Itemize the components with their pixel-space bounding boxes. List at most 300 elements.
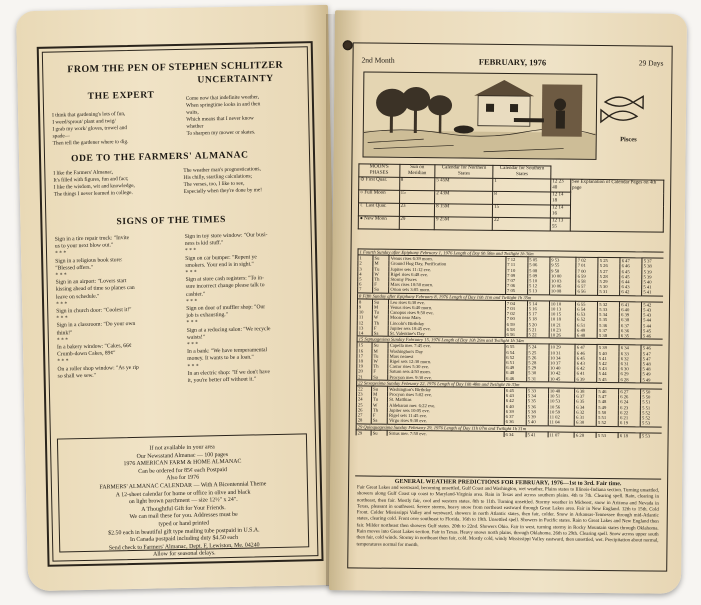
day-cell: 3 [358,266,373,271]
woodcut-drawing [364,72,597,158]
day-cell: 5 [358,276,373,281]
day-cell: 6 59 [576,274,598,279]
day-cell: 5 36 [526,404,548,409]
signs-left-column: Sign in a tire repair truck: "Invite us to your next blow out." * * * Sign in a religious book store: "Blessed offers." * * * Sign in an airport: "Lovers start kissing ahead of time so planes can leave on schedule." * * * Sign in church door: "Coolest it!" * * * Sign in a classroom: "Do your own think!" * * * In a bakery window: "Cakes, 66¢ Crumb-down Cakes, 89¢" * * * On a roller shop window: "As ye rip so shall we sew." [54,235,139,380]
day-cell: F [372,369,388,374]
day-cell: 27 [356,413,371,418]
weather-predictions-text: Fair Great Lakes and westward, becoming unsettled, Gulf Coast and Washington, wet weather, Plains states to Illinois-Indiana section. Turning unsettled, showers along Gulf Coast up coast to Maryland-Virginia area. Rain in Texas and across southern plains. 4th to 7th. Clearing spell. Rain, clearing in northeast, then fair. Mostly fair, cool and western states. 8th to 11th. Turning unsettled. Stormy weather in Midwest, snow in Arizona and Nevada in Texas, pleasant in southwest. Severe storms, heavy snow from northeast eastward through Great Lakes area. Fair in New England. 12th to 15th. Cold Front. Colder Mississippi Valley and westward, showers in north Atlantic states, then fair, colder. Snow in Arkansas-Tennessee through mid-Atlantic states, clearing cold. Front over southeast to Florida. 16th to 19th. Unsettled spell. Showers in Pacific states. Rain to Great Lakes and New England then fair. Milder northeast then showers Gulf states. 20th to 22nd. Showers Ohio. Fair in west, turning stormy in Rocky Mountain states through Oklahoma. Rain moves into Great Lakes section. Fair in Texas. Heavy snows north plains, through Oklahoma. 26th to 29th. Clearing spell. Snow across upper south then fair, cold winds. Stormy in northeast then fair, cold. Mostly cold, windy Mississippi Valley eastward, then unsettled, wet. Precipitation about normal, temperatures normal for month. [356,485,660,548]
day-cell: 1 [358,255,373,261]
day-cell: 10 31 [549,350,576,355]
day-cell: 9 55 [550,263,577,268]
moon-phase-cell: 23 [399,203,435,216]
day-cell: 7 02 [505,311,527,316]
day-cell: Ground Hog Day, Purification [389,261,506,267]
day-cell: 10 06 [549,284,576,289]
moon-phase-cell: 12 13 55 [550,218,570,231]
uncertainty-poem: Come now that indefinite weather, When springtime looks in and then waits, Which means that I never know whether To sharpen my mower or skates. [185,94,261,137]
day-cell: 10 08 [549,289,576,295]
day-cell: 11 02 [548,415,575,420]
day-cell: Su [372,386,388,392]
moon-phase-cell: 8 [493,191,551,205]
day-cell: 5 48 [641,367,662,372]
day-cell: 7 07 [506,278,528,283]
right-page [329,10,687,594]
day-cell: 5 52 [597,420,619,426]
moon-phase-cell: 8 15M [434,204,492,218]
day-cell: 5 52 [641,410,662,415]
day-cell: 5 38 [526,409,548,414]
sunday-header-text: 29 Quinquagesima Sunday February 29, 1976 Length of Day 11h 07m and Twilight 1h 31m [356,423,662,432]
day-cell: 5 29 [598,279,620,284]
day-cell: 5 41 [642,285,663,290]
day-cell: 6 41 [575,371,597,376]
day-cell: 6 35 [619,333,641,339]
day-cell: Mars nearest [388,354,505,360]
day-cell: 6 32 [575,410,597,415]
day-cell: 5 49 [597,405,619,410]
day-cell: 10 48 [548,388,575,394]
day-cell: St. Matthias [388,397,505,403]
day-cell: 10 23 [549,327,576,332]
day-cell: 6 57 [576,284,598,289]
day-cell: Lincoln's Birthday [388,320,505,326]
day-cell: 6 52 [505,355,527,360]
day-cell: 5 50 [641,395,662,400]
day-cell: 6 26 [619,394,641,399]
day-cell: 6 43 [575,361,597,366]
day-cell: 5 33 [598,307,620,312]
day-cell: 5 46 [597,389,619,395]
day-cell: Th [372,320,388,325]
day-cell: 10 40 [549,366,576,371]
day-cell: 10 56 [548,404,575,409]
day-cell: 5 42 [642,302,663,308]
day-cell: 6 38 [620,318,642,323]
day-cell: 5 20 [527,322,549,327]
the-expert-heading: THE EXPERT [87,90,155,102]
day-cell: 5 34 [598,312,620,317]
farm-woodcut-illustration [363,71,598,159]
day-cell: 5 14 [527,301,549,307]
day-cell: 6 19 [619,420,641,426]
day-cell: Sa [372,331,388,337]
day-cell: 20 [357,369,372,374]
day-cell: 5 35 [526,399,548,404]
right-page-frame [347,42,672,571]
day-cell: W [371,402,387,407]
day-cell: 5 48 [641,361,662,366]
day-cell: 6 34 [504,431,526,437]
day-cell: 6 48 [505,370,527,375]
left-page-frame [37,41,324,567]
day-cell: W [373,271,389,276]
day-cell: 5 43 [597,366,619,371]
day-cell: 6 52 [576,317,598,322]
moon-header-north: Calendar for Northern States [435,165,493,179]
day-cell: 25 [356,402,371,407]
day-cell: 5 51 [597,415,619,420]
day-cell: 28 [356,418,371,424]
day-cell: W [372,315,388,320]
day-cell: 6 31 [575,415,597,420]
day-cell: 11 [357,315,372,320]
order-ad-text: If not available in your area Our Newsstand Almanac — 100 pages 1976 AMERICAN FARM & HOME ALMANAC Can be ordered for 85¢ each Postpaid Also for 1976 FARMERS' ALMANAC CALENDAR — With A Bicentennial Theme A 12-sheet calendar for home or office in olive and black on light brown parchment — size 12½" x 24". A Thoughtful Gift for Your Friends. We can mail these for you. Addresses must be typed or hand printed $2.50 each in beautiful gift type mailing tube postpaid in U.S.A. In Canada postpaid including duty $4.50 each Send check to Farmers' Almanac, Dept. F, Lewiston, Me. 04240 Allow for seasonal delays. [99,444,267,558]
day-cell: 6 34 [575,404,597,409]
day-cell: 9 [357,304,372,309]
day-cell: 6 43 [620,284,642,289]
day-cell: 5 17 [527,311,549,316]
day-cell: 6 37 [575,394,597,399]
day-cell: 6 39 [504,409,526,414]
day-cell: 6 31 [619,361,641,366]
day-cell: 22 [357,386,372,392]
binding-hole [343,40,353,50]
sunday-header-text: 15 Septuagesima Sunday February 15, 1976 Length of Day 10h 29m and Twilight 1h 34m [357,336,663,345]
day-cell: 10 34 [549,355,576,360]
day-cell: 15 [357,342,372,348]
sunday-header-text: 22 Sexagesima Sunday February 22, 1976 Length of Day 10h 48m and Twilight 1h 33m [357,380,663,389]
day-cell: Venus rises 6:39 morn. [389,255,506,262]
day-cell: 5 21 [527,327,549,332]
day-cell: 6 42 [575,366,597,371]
pisces-fish-icon [599,90,649,125]
day-cell: 26 [356,407,371,412]
day-cell: Su [372,343,388,349]
day-cell: 10 15 [549,312,576,317]
day-cell: 10 [357,310,372,315]
day-cell: 6 46 [620,264,642,269]
moon-note: See Explanation of Calendar Pages on 4th page [570,179,664,232]
day-cell: 6 36 [619,328,641,333]
moon-phase-cell: 15 [492,204,550,218]
day-cell: 7 06 [506,283,528,288]
day-cell: 6 47 [620,258,642,264]
day-cell: Canopus rises 9:50 eve. [389,310,506,316]
day-cell: 5 34 [526,393,548,398]
day-cell: 6 51 [576,322,598,327]
day-cell: 6 38 [575,388,597,394]
day-cell: 6 27 [619,389,641,395]
moon-phase-cell: ☾ Last Quar. [358,203,399,216]
day-cell: M [373,305,389,310]
moon-phase-cell: 1 [493,178,551,192]
day-cell: 5 28 [527,360,549,365]
day-cell: 9 53 [550,257,577,263]
day-cell: W [372,359,388,364]
day-cell: 5 45 [641,328,662,333]
day-cell: 13 [357,325,372,330]
day-cell: 5 41 [642,290,663,296]
day-cell: 5 31 [598,289,620,295]
day-cell: 5 13 [527,289,549,295]
day-cell: 10 59 [548,409,575,414]
day-cell: Washington's Birthday [388,386,505,393]
day-cell: 5 33 [526,388,548,394]
day-cell: 6 39 [575,376,597,382]
day-cell: Rigel sets 11:45 eve. [388,413,505,419]
moon-phase-cell: 12 14 18 [551,192,571,205]
day-cell: 5 38 [597,333,619,339]
day-cell: 6 42 [620,290,642,296]
day-cell: Saturn sets 4:50 morn. [388,369,505,375]
day-cell: Castor rises 5:30 eve. [388,364,505,370]
day-cell: 5 39 [642,274,663,279]
days-label: 29 Days [638,58,664,68]
day-cell: Su [371,430,387,436]
day-cell: 6 45 [575,356,597,361]
day-cell: 6 56 [576,289,598,295]
day-cell: 5 28 [598,274,620,279]
day-cell: Th [371,407,387,412]
day-cell: 6 33 [619,351,641,356]
uncertainty-heading: UNCERTAINTY [197,73,274,86]
day-cell: 10 00 [550,273,577,278]
ode-heading: ODE TO THE FARMERS' ALMANAC [70,150,249,165]
day-cell: 7 04 [505,300,527,306]
day-cell: 5 40 [597,351,619,356]
day-cell: 23 [356,392,371,397]
day-cell: 6 36 [504,419,526,425]
weather-predictions-title: GENERAL WEATHER PREDICTIONS FOR FEBRUARY, 1976—1st to 3rd. Fair time. [355,475,661,487]
day-cell: 5 06 [528,263,550,268]
day-cell: 6 56 [505,332,527,338]
day-cell: Venus rises 6:40 morn. [389,305,506,311]
day-cell: 7 12 [506,257,528,263]
day-cell: 5 30 [598,284,620,289]
day-cell: 5 39 [526,414,548,419]
day-cell: 18 [357,358,372,363]
day-cell: Tu [372,310,388,315]
day-cell: 5 42 [597,361,619,366]
left-page [16,5,340,591]
day-cell: 6 35 [575,399,597,404]
day-cell: 7 02 [576,257,598,263]
the-expert-poem: I think that gardening's lots of fun, I weed/sprout/ plant and twig/ I grab my work/ gloves, trowel and spade— Then tell the gardener where to dig. [52,111,129,147]
day-cell: Leo rises 6:30 eve. [389,299,506,306]
day-cell: 7 00 [576,268,598,273]
day-cell: 5 05 [528,257,550,263]
month-title: FEBRUARY, 1976 [478,56,547,68]
day-cell: 5 44 [597,371,619,376]
day-cell: M [372,392,388,397]
day-cell: Tu [372,353,388,358]
day-cell: 5 18 [527,317,549,322]
day-cell: 5 48 [597,399,619,404]
moon-phase-cell: 9 25M [434,217,492,231]
daily-calendar-table [356,248,664,438]
day-cell: 6 18 [618,432,640,438]
day-cell: 6 45 [504,388,526,394]
day-cell: 16 [357,348,372,353]
day-cell: 6 40 [504,404,526,409]
day-cell: 6 54 [576,307,598,312]
day-cell: 5 30 [527,371,549,376]
day-cell: 14 [357,330,372,336]
zodiac-sign-label: Pisces [620,136,637,144]
day-cell: 6 47 [575,345,597,351]
day-cell: 10 21 [549,322,576,327]
day-cell: 5 09 [528,273,550,278]
day-cell: 5 37 [642,258,663,264]
day-cell: 5 51 [641,405,662,410]
day-cell: 5 41 [597,356,619,361]
day-cell: 5 29 [527,365,549,370]
day-cell: 10 51 [548,394,575,399]
day-cell: 7 09 [506,273,528,278]
day-cell: 5 10 [528,278,550,283]
day-cell: 7 10 [506,268,528,273]
day-cell: 6 43 [504,393,526,398]
day-cell: 5 36 [598,323,620,328]
moon-phase-cell: 12 14 16 [550,205,570,218]
day-cell: Tu [373,266,389,271]
day-cell: 10 26 [549,332,576,338]
day-cell: 6 53 [576,312,598,317]
day-cell: 5 44 [641,323,662,328]
day-cell: Washington's Day [388,348,505,354]
day-cell: 6 55 [505,344,527,350]
day-cell: 6 51 [505,360,527,365]
day-cell: 5 41 [526,431,548,437]
day-cell: 8 [357,299,372,305]
day-cell: 6 58 [505,327,527,332]
day-cell: Stormy Pisces [389,277,506,283]
day-cell: Sa [372,374,388,380]
day-cell: Capella mer. 7:45 eve. [388,343,505,350]
moon-phase-cell: 8 [399,177,435,190]
ode-right-stanza: The weather man's prognostications, His chilly, startling calculations; The verses, too, I like to see, Especially when they're done by me! [183,166,263,195]
day-cell: F [371,413,387,418]
day-cell: Procyon mer. 9:30 eve. [388,374,505,381]
day-cell: 5 26 [598,263,620,268]
day-cell: 5 49 [641,377,662,383]
day-cell: Sirius mer. 7:50 eve. [387,430,504,437]
day-cell: 5 44 [642,318,663,323]
day-cell: 7 01 [576,263,598,268]
day-cell: 5 40 [526,419,548,425]
moon-phase-cell: 22 [492,217,550,231]
day-cell: 6 49 [576,328,598,333]
day-cell: 2 [358,261,373,266]
moon-phase-cell: 29 [399,216,435,229]
day-cell: 5 47 [641,356,662,361]
day-cell: Rigel sets 12:30 morn. [388,359,505,365]
sunday-header-text: 1 Fourth Sunday after Epiphany February 1, 1976 Length of Day 9h 58m and Twilight 1h 36m [358,249,664,258]
day-cell: 7 11 [506,262,528,267]
day-cell: 5 51 [641,400,662,405]
day-cell: 5 25 [527,350,549,355]
signs-heading: SIGNS OF THE TIMES [116,214,227,228]
day-cell: 5 53 [596,432,618,438]
day-cell: 7 05 [505,288,527,294]
day-cell: 7 03 [505,306,527,311]
day-cell: 10 03 [550,278,577,283]
day-cell: 5 12 [528,283,550,288]
day-cell: 24 [356,397,371,402]
day-cell: 5 31 [527,376,549,382]
day-cell: 5 16 [527,306,549,311]
day-cell: 17 [357,353,372,358]
day-cell: 6 42 [504,398,526,403]
day-cell: Procyon rises 5:02 eve. [388,392,505,398]
day-cell: 10 13 [549,306,576,311]
month-label: 2nd Month [361,55,395,65]
day-cell: Moon near Mars [389,315,506,321]
day-cell: F [372,325,388,330]
day-cell: M [373,261,389,266]
day-cell: 4 [358,271,373,276]
day-cell: 5 40 [642,279,663,284]
order-ad-box [57,433,309,558]
day-cell: Th [373,277,389,282]
day-cell: 5 25 [598,258,620,264]
day-cell: 6 49 [505,365,527,370]
moon-header-phases: MOON'S PHASES [359,164,400,177]
day-cell: Jupiter sets 10:45 eve. [388,326,505,332]
day-cell: 6 23 [619,405,641,410]
moon-phase-cell: ⊙ First Quar. [359,177,400,190]
day-cell: 5 24 [527,344,549,350]
pen-title: FROM THE PEN OF STEPHEN SCHLITZER [67,59,284,76]
ode-left-stanza: I like the Farmers' Almanac, It's filled with figures, fun and fact; I like the wisdom, wit and knowledge, The things I never learned in college. [53,169,135,198]
day-cell: St. Valentine's Day [388,331,505,338]
almanac-spread [10,8,694,598]
day-cell: 5 08 [528,268,550,273]
day-cell: Jupiter sets 10:05 eve. [388,408,505,414]
day-cell: Aldebaran mer. 6:22 eve. [388,402,505,408]
day-cell: 6 24 [619,400,641,405]
day-cell: 5 37 [598,328,620,333]
day-cell: 6 45 [620,269,642,274]
day-cell: 5 27 [598,269,620,274]
day-cell: 5 47 [641,351,662,356]
day-cell: 6 34 [619,345,641,351]
signs-right-column: Sign in toy store window: "Our busi- ness is kid stuff." * * * Sign on car bumper: "Repent ye smokers. Your end is in sight." * * * Sign at store cash registers: "To in- sure incorrect change please talk to cashier." * * * Sign on door of muffler shop: "Our job is exhausting." * * * Sign at a reducing salon: "We recycle waists!" * * * In a bank: "We have temperamental money. It wants to be a loan." * * * In an electric shop: "If we don't have it, you're better off without it." [184,232,271,384]
day-cell: 6 59 [505,322,527,327]
day-cell: 6 44 [620,279,642,284]
day-cell: Su [373,255,389,261]
sunday-header-text: 8 Fifth Sunday after Epiphany February 8, 1976 Length of Day 10h 11m and Twilight 1h 35m [358,293,664,302]
day-cell: 6 32 [619,356,641,361]
day-cell: Tu [372,397,388,402]
day-cell: F [373,282,389,287]
day-cell: 7 00 [505,316,527,321]
day-cell: Jupiter sets 11:12 eve. [389,266,506,272]
day-cell: Rigel rises 6:48 eve. [389,272,506,278]
day-cell: 5 22 [527,332,549,338]
day-cell: 6 41 [620,301,642,307]
day-cell: 5 47 [597,394,619,399]
day-cell: 10 45 [548,376,575,382]
day-cell: 6 21 [619,415,641,420]
day-cell: 10 29 [549,344,576,350]
day-cell: 9 58 [550,268,577,273]
day-cell: 6 37 [504,414,526,419]
day-cell: Virgo rises 9:30 eve. [387,418,504,425]
day-cell: 5 43 [642,313,663,318]
day-cell: 5 35 [598,317,620,322]
day-cell: Su [373,299,389,305]
day-cell: 10 10 [549,301,576,307]
day-cell: 6 45 [620,274,642,279]
day-cell: 5 26 [527,355,549,360]
day-cell: Th [372,364,388,369]
day-cell: 5 50 [597,410,619,415]
day-cell: 7 [358,287,373,293]
day-cell: 5 39 [597,345,619,351]
day-cell: 6 40 [620,307,642,312]
day-cell: Mars rises 10:50 morn. [389,282,506,288]
